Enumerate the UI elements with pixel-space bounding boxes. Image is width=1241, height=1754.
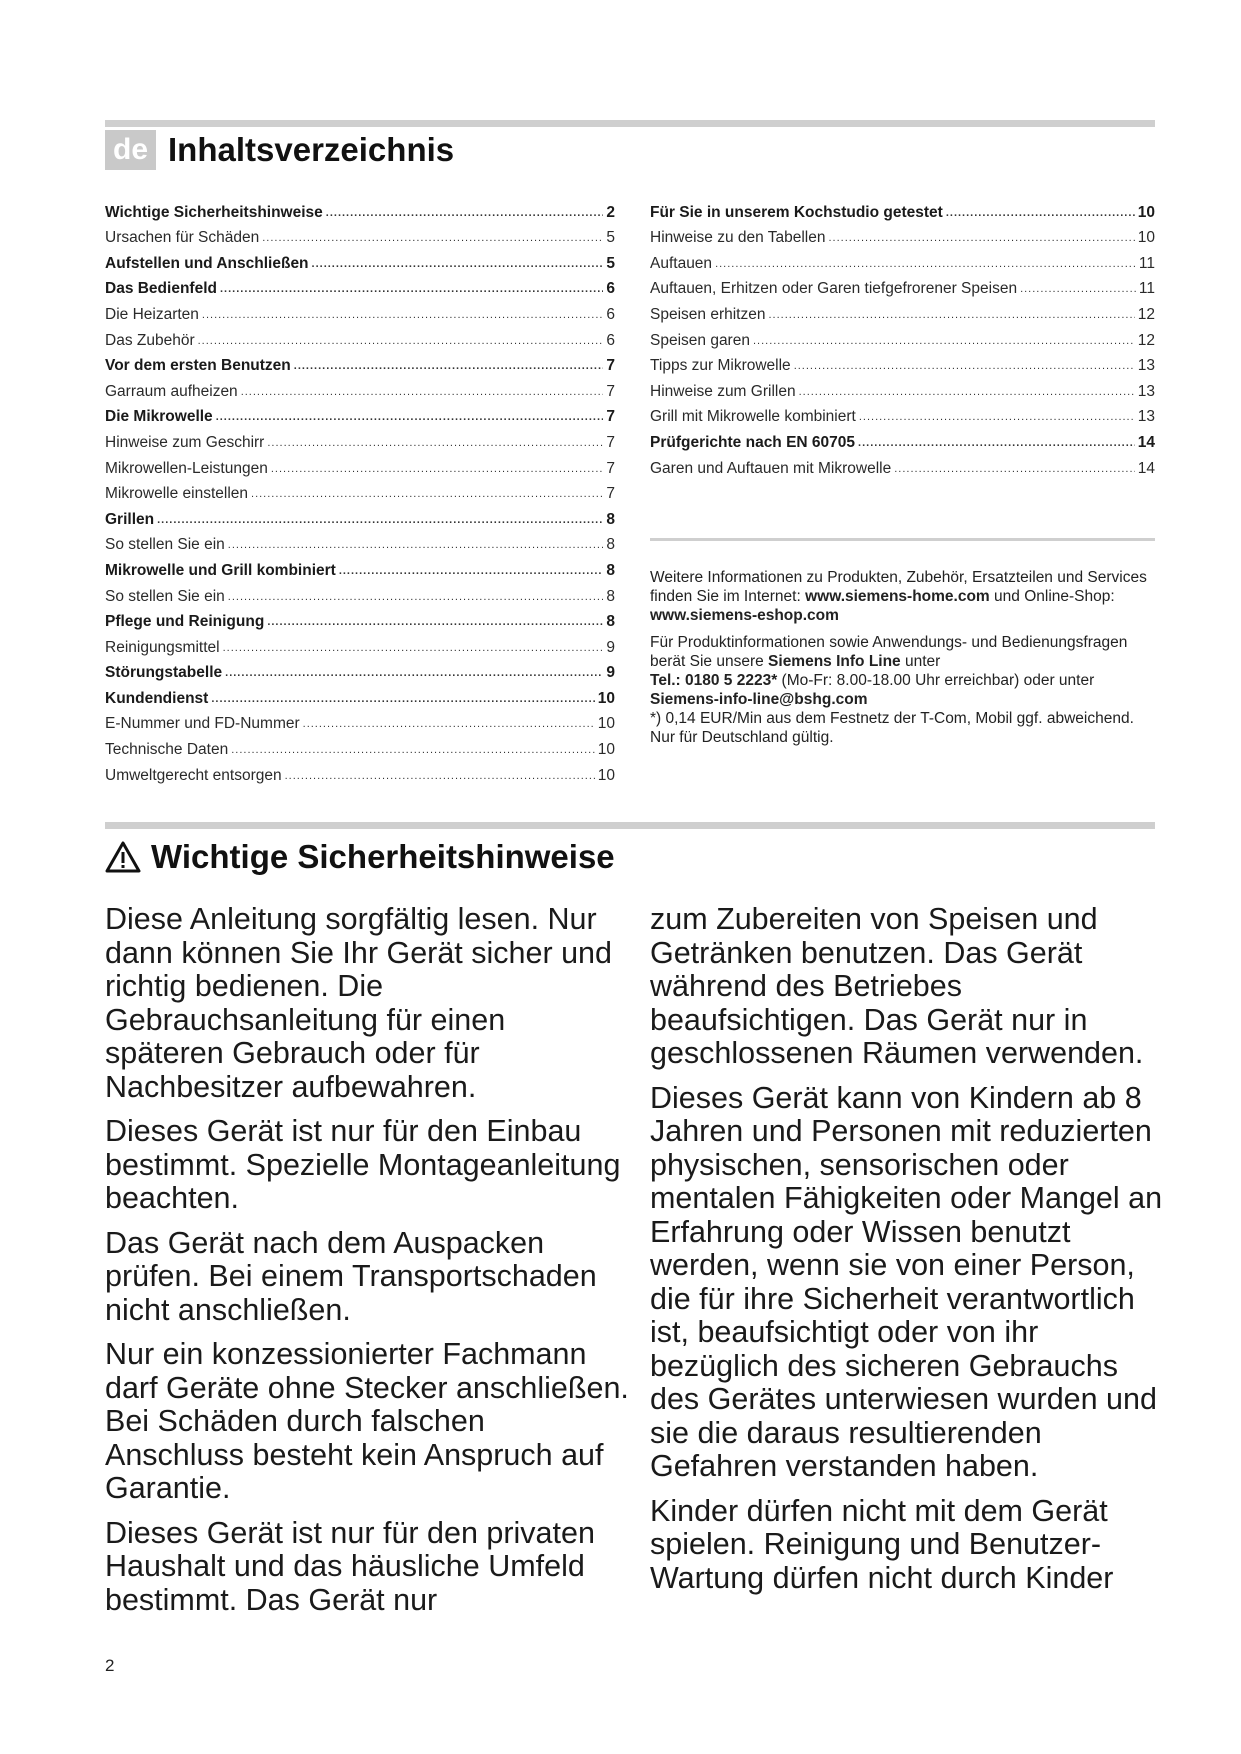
toc-entry[interactable] <box>105 247 615 273</box>
toc-entry[interactable] <box>105 631 615 657</box>
page-number: 2 <box>105 1656 115 1675</box>
toc-entry[interactable] <box>650 247 1155 273</box>
toc-entry-title: Die Mikrowelle <box>105 408 213 426</box>
toc-entry-title: Das Bedienfeld <box>105 280 217 298</box>
toc-entry-title: Kundendienst <box>105 689 209 707</box>
toc-entry-title: Störungstabelle <box>105 664 223 682</box>
toc-entry-page: 10 <box>597 766 615 784</box>
toc-entry-title: Für Sie in unserem Kochstudio getestet <box>650 203 943 221</box>
toc-entry-title: Vor dem ersten Benutzen <box>105 357 291 375</box>
toc-entry-page: 11 <box>1138 280 1155 298</box>
toc-entry-page: 13 <box>1137 408 1155 426</box>
toc-entry-page: 7 <box>606 408 615 426</box>
safety-left-column <box>105 903 630 1628</box>
toc-entry-title: Tipps zur Mikrowelle <box>650 357 791 375</box>
info-rule <box>650 538 1155 541</box>
toc-leader-dots <box>216 411 604 423</box>
toc-entry-page: 8 <box>606 587 615 605</box>
toc-entry-title: Hinweise zu den Tabellen <box>650 229 826 247</box>
toc-entry[interactable] <box>105 426 615 452</box>
toc-entry-page: 7 <box>606 382 615 400</box>
toc-entry-title: Speisen garen <box>650 331 750 349</box>
toc-entry[interactable] <box>105 350 615 376</box>
toc-entry[interactable] <box>105 554 615 580</box>
toc-entry-title: Aufstellen und Anschließen <box>105 254 309 272</box>
toc-leader-dots <box>231 744 595 756</box>
toc-entry-title: Mikrowellen-Leistungen <box>105 459 268 477</box>
toc-entry-title: Auftauen, Erhitzen oder Garen tiefgefrorener Speisen <box>650 280 1018 298</box>
toc-entry-page: 8 <box>606 613 615 631</box>
toc-leader-dots <box>339 565 604 577</box>
toc-entry[interactable] <box>105 222 615 248</box>
toc-entry-page: 7 <box>606 433 615 451</box>
toc-entry-page: 14 <box>1137 433 1155 451</box>
toc-entry-title: Hinweise zum Geschirr <box>105 433 265 451</box>
toc-entry[interactable] <box>105 273 615 299</box>
toc-entry[interactable] <box>105 196 615 222</box>
toc-entry-page: 12 <box>1137 331 1155 349</box>
toc-entry[interactable] <box>650 452 1155 478</box>
toc-leader-dots <box>267 616 603 628</box>
toc-leader-dots <box>220 283 603 295</box>
toc-entry[interactable] <box>650 375 1155 401</box>
toc-entry[interactable] <box>650 350 1155 376</box>
toc-leader-dots <box>894 463 1135 475</box>
toc-leader-dots <box>211 693 594 705</box>
info-line-brand: Siemens Info Line <box>768 653 901 670</box>
toc-entry[interactable] <box>105 452 615 478</box>
toc-entry-title: E-Nummer und FD-Nummer <box>105 715 300 733</box>
safety-paragraph: Diese Anleitung sorgfältig lesen. Nur dann können Sie Ihr Gerät sicher und richtig bedienen. Die Gebrauchsanleitung für einen späteren Gebrauch oder für Nachbesitzer aufbewahren. <box>105 902 612 1104</box>
email-link[interactable]: Siemens-info-line@bshg.com <box>650 691 868 708</box>
toc-entry-title: So stellen Sie ein <box>105 587 225 605</box>
toc-entry[interactable] <box>105 478 615 504</box>
toc-left-column <box>105 196 615 785</box>
safety-paragraph: Nur ein konzessionierter Fachmann darf Geräte ohne Stecker anschließen. Bei Schäden durch falschen Anschluss besteht kein Anspruch auf Garantie. <box>105 1337 629 1505</box>
toc-entry-title: Mikrowelle einstellen <box>105 485 249 503</box>
toc-entry-title: Auftauen <box>650 254 713 272</box>
toc-entry[interactable] <box>105 708 615 734</box>
toc-entry[interactable] <box>650 222 1155 248</box>
toc-leader-dots <box>326 207 604 219</box>
toc-entry-page: 11 <box>1138 254 1155 272</box>
toc-entry[interactable] <box>105 529 615 555</box>
toc-entry-title: Technische Daten <box>105 741 229 759</box>
toc-entry[interactable] <box>650 298 1155 324</box>
toc-leader-dots <box>223 642 604 654</box>
toc-leader-dots <box>1020 283 1136 295</box>
toc-entry-title: Hinweise zum Grillen <box>650 382 796 400</box>
toc-entry[interactable] <box>105 580 615 606</box>
toc-entry-page: 10 <box>1137 229 1155 247</box>
toc-leader-dots <box>228 591 604 603</box>
toc-entry-title: Reinigungsmittel <box>105 638 220 656</box>
toc-entry-page: 7 <box>606 357 615 375</box>
toc-entry-page: 2 <box>606 203 615 221</box>
toc-entry-page: 8 <box>606 561 615 579</box>
section-rule <box>105 822 1155 829</box>
info-paragraph-web: Weitere Informationen zu Produkten, Zubehör, Ersatzteilen und Services finden Sie im Internet: www.siemens-home.com und Online-Shop: www.siemens-eshop.com <box>650 569 1147 624</box>
toc-entry[interactable] <box>650 196 1155 222</box>
safety-paragraph: Dieses Gerät ist nur für den privaten Haushalt und das häusliche Umfeld bestimmt. Das Gerät nur <box>105 1515 595 1617</box>
toc-leader-dots <box>225 667 603 679</box>
toc-right-column <box>650 196 1155 478</box>
toc-entry-page: 14 <box>1137 459 1155 477</box>
toc-entry-title: Prüfgerichte nach EN 60705 <box>650 433 856 451</box>
toc-leader-dots <box>228 539 604 551</box>
toc-entry-page: 9 <box>606 638 615 656</box>
toc-entry[interactable] <box>105 324 615 350</box>
toc-entry-page: 10 <box>1137 203 1155 221</box>
toc-leader-dots <box>829 232 1135 244</box>
toc-entry-page: 8 <box>606 510 615 528</box>
safety-paragraph: zum Zubereiten von Speisen und Getränken benutzen. Das Gerät während des Betriebes beaufsichtigen. Das Gerät nur in geschlossenen Räumen verwenden. <box>650 902 1144 1070</box>
safety-paragraph: Dieses Gerät kann von Kindern ab 8 Jahren und Personen mit reduzierten physischen, sensorischen oder mentalen Fähigkeiten oder Mangel an Erfahrung oder Wissen benutzt werden, wenn sie von einer Person, die für ihre Sicherheit verantwortlich ist, beaufsichtigt oder von ihr bezüglich des sicheren Gebrauchs des Gerätes unterwiesen wurden und sie die daraus resultierenden Gefahren verstanden haben. <box>650 1080 1163 1483</box>
toc-entry-title: Das Zubehör <box>105 331 195 349</box>
toc-leader-dots <box>768 309 1134 321</box>
toc-entry[interactable] <box>105 733 615 759</box>
toc-entry[interactable] <box>105 298 615 324</box>
toc-entry-page: 12 <box>1137 305 1155 323</box>
toc-entry-title: So stellen Sie ein <box>105 536 225 554</box>
toc-entry-title: Umweltgerecht entsorgen <box>105 766 282 784</box>
link-siemens-eshop[interactable]: www.siemens-eshop.com <box>650 607 839 624</box>
toc-leader-dots <box>794 360 1135 372</box>
toc-entry[interactable] <box>650 401 1155 427</box>
toc-entry-title: Pflege und Reinigung <box>105 613 265 631</box>
toc-leader-dots <box>285 770 595 782</box>
toc-entry[interactable] <box>105 682 615 708</box>
link-siemens-home[interactable]: www.siemens-home.com <box>805 588 990 605</box>
toc-leader-dots <box>294 360 604 372</box>
toc-entry-page: 8 <box>606 536 615 554</box>
header-rule <box>105 120 1155 127</box>
toc-leader-dots <box>271 463 604 475</box>
toc-leader-dots <box>859 411 1135 423</box>
toc-leader-dots <box>157 514 603 526</box>
toc-entry-title: Grillen <box>105 510 155 528</box>
toc-leader-dots <box>312 258 604 270</box>
toc-leader-dots <box>241 386 604 398</box>
toc-leader-dots <box>267 437 603 449</box>
toc-entry-page: 5 <box>606 229 615 247</box>
phone-number: Tel.: 0180 5 2223* <box>650 672 778 689</box>
toc-entry-title: Mikrowelle und Grill kombiniert <box>105 561 336 579</box>
toc-entry-page: 10 <box>597 741 615 759</box>
toc-entry[interactable] <box>105 503 615 529</box>
toc-entry-page: 5 <box>606 254 615 272</box>
toc-leader-dots <box>262 232 603 244</box>
warning-triangle-icon <box>105 840 141 874</box>
safety-paragraph: Dieses Gerät ist nur für den Einbau bestimmt. Spezielle Montageanleitung beachten. <box>105 1114 621 1215</box>
toc-leader-dots <box>715 258 1136 270</box>
toc-entry[interactable] <box>105 759 615 785</box>
toc-entry-page: 13 <box>1137 357 1155 375</box>
price-footnote: *) 0,14 EUR/Min aus dem Festnetz der T-Com, Mobil ggf. abweichend. Nur für Deutschland gültig. <box>650 710 1134 746</box>
page-header <box>105 130 454 170</box>
toc-entry-page: 7 <box>606 485 615 503</box>
toc-entry-title: Ursachen für Schäden <box>105 229 260 247</box>
toc-leader-dots <box>198 335 604 347</box>
toc-entry-page: 9 <box>606 664 615 682</box>
info-block <box>650 568 1160 755</box>
toc-leader-dots <box>858 437 1135 449</box>
toc-entry-page: 10 <box>597 689 615 707</box>
toc-entry[interactable] <box>650 324 1155 350</box>
toc-leader-dots <box>251 488 603 500</box>
safety-paragraph: Kinder dürfen nicht mit dem Gerät spielen. Reinigung und Benutzer-Wartung dürfen nicht durch Kinder <box>650 1493 1114 1595</box>
toc-entry-title: Speisen erhitzen <box>650 305 766 323</box>
toc-leader-dots <box>799 386 1135 398</box>
toc-entry-page: 13 <box>1137 382 1155 400</box>
toc-entry-title: Wichtige Sicherheitshinweise <box>105 203 323 221</box>
toc-entry-title: Garen und Auftauen mit Mikrowelle <box>650 459 892 477</box>
toc-entry[interactable] <box>105 606 615 632</box>
toc-entry[interactable] <box>105 375 615 401</box>
info-paragraph-hotline: Für Produktinformationen sowie Anwendungs- und Bedienungsfragen berät Sie unsere Siemens Info Line unter Tel.: 0180 5 2223* (Mo-Fr: 8.00-18.00 Uhr erreichbar) oder unter Siemens-info-line@bshg.com *) 0,14 EUR/Min aus dem Festnetz der T-Com, Mobil ggf. abweichend. Nur für Deutschland gültig. <box>650 634 1134 746</box>
toc-entry-page: 7 <box>606 459 615 477</box>
safety-paragraph: Das Gerät nach dem Auspacken prüfen. Bei einem Transportschaden nicht anschließen. <box>105 1225 597 1327</box>
toc-entry-title: Grill mit Mikrowelle kombiniert <box>650 408 856 426</box>
language-tag: de <box>105 130 156 170</box>
page-title: Inhaltsverzeichnis <box>168 131 455 168</box>
toc-entry[interactable] <box>105 401 615 427</box>
toc-leader-dots <box>753 335 1135 347</box>
toc-entry-page: 10 <box>597 715 615 733</box>
toc-entry[interactable] <box>105 657 615 683</box>
toc-leader-dots <box>202 309 603 321</box>
toc-entry-page: 6 <box>606 305 615 323</box>
toc-leader-dots <box>946 207 1135 219</box>
toc-entry[interactable] <box>650 273 1155 299</box>
toc-entry-title: Die Heizarten <box>105 305 199 323</box>
toc-entry[interactable] <box>650 426 1155 452</box>
toc-leader-dots <box>303 718 595 730</box>
safety-section-title: Wichtige Sicherheitshinweise <box>105 838 615 876</box>
toc-entry-title: Garraum aufheizen <box>105 382 238 400</box>
safety-right-column <box>650 903 1175 1606</box>
toc-entry-page: 6 <box>606 280 615 298</box>
toc-entry-page: 6 <box>606 331 615 349</box>
